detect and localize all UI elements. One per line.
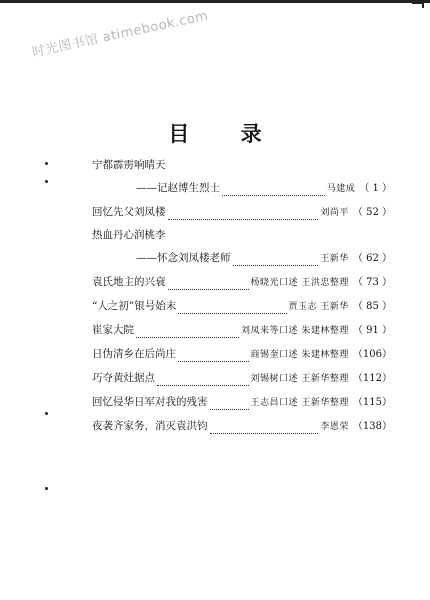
dot-leader (168, 281, 249, 290)
entry-author: 贾玉志 王新华 (288, 302, 349, 312)
page-title: 目 录 (168, 121, 284, 146)
toc-entry[interactable] (92, 345, 392, 369)
entry-page: （106） (352, 349, 392, 360)
toc-entry[interactable] (92, 227, 392, 249)
toc-entry[interactable] (92, 297, 392, 321)
dot-leader (222, 187, 325, 196)
dot-leader (157, 377, 249, 386)
entry-title: 日伪清乡在后尚庄 (92, 348, 176, 360)
margin-dot (45, 487, 48, 490)
entry-page: （112） (352, 373, 392, 384)
entry-author: 刘尚平 (320, 208, 349, 218)
toc-entry[interactable] (92, 179, 392, 203)
entry-page: （ 85 ） (352, 301, 392, 312)
entry-title: “人之初”银号始末 (92, 300, 177, 312)
toc-entry[interactable] (92, 273, 392, 297)
toc-entry[interactable] (92, 321, 392, 345)
toc-entry[interactable] (92, 393, 392, 417)
entry-author: 王志昌口述 王新华整理 (250, 398, 349, 408)
entry-author: 李恩荣 (320, 422, 349, 432)
entry-author: 王新华 (320, 254, 349, 264)
entry-author: 刘锡树口述 王新华整理 (250, 374, 349, 384)
entry-page: （138） (352, 421, 392, 432)
entry-title: 崔家大院 (92, 324, 134, 336)
margin-dot (45, 412, 48, 415)
entry-page: （ 73 ） (352, 277, 392, 288)
entry-author: 马建成 (326, 184, 356, 194)
corner-mark (412, 2, 424, 8)
dot-leader (210, 425, 319, 434)
entry-author: 商锡奎口述 朱建林整理 (250, 350, 349, 360)
margin-dot (45, 180, 48, 183)
entry-title: 袁氏地主的兴衰 (92, 276, 166, 288)
entry-page: （ 52 ） (352, 207, 392, 218)
entry-title: 宁都霹雳响晴天 (92, 159, 166, 171)
top-border (0, 0, 430, 3)
entry-title: 回忆侵华日军对我的残害 (92, 396, 208, 408)
dot-leader (178, 353, 249, 362)
entry-author: 杨晓光口述 王洪忠整理 (250, 278, 349, 288)
toc-entry[interactable] (92, 249, 392, 273)
entry-title: ——记赵博生烈士 (136, 182, 220, 194)
table-of-contents (92, 157, 392, 441)
entry-title: 夜袭齐家务，消灭袁洪钧 (92, 420, 208, 432)
entry-page: （ 91 ） (352, 325, 392, 336)
dot-leader (168, 211, 319, 220)
toc-entry[interactable] (92, 369, 392, 393)
entry-page: （ 1 ） (359, 183, 392, 194)
entry-title: 热血丹心润桃李 (92, 229, 166, 241)
watermark: 时光图书馆 atimebook.com (30, 8, 210, 61)
entry-title: 巧夺黄灶据点 (92, 372, 155, 384)
entry-title: 回忆先父刘凤楼 (92, 206, 166, 218)
toc-entry[interactable] (92, 203, 392, 227)
entry-title: ——怀念刘凤楼老师 (136, 252, 231, 264)
entry-author: 刘凤来等口述 朱建林整理 (241, 326, 349, 336)
margin-dot (45, 162, 48, 165)
dot-leader (178, 305, 286, 314)
toc-entry[interactable] (92, 157, 392, 179)
dot-leader (136, 329, 239, 338)
dot-leader (233, 257, 319, 266)
dot-leader (210, 401, 249, 410)
entry-page: （ 62 ） (352, 253, 392, 264)
entry-page: （115） (352, 397, 392, 408)
toc-entry[interactable] (92, 417, 392, 441)
